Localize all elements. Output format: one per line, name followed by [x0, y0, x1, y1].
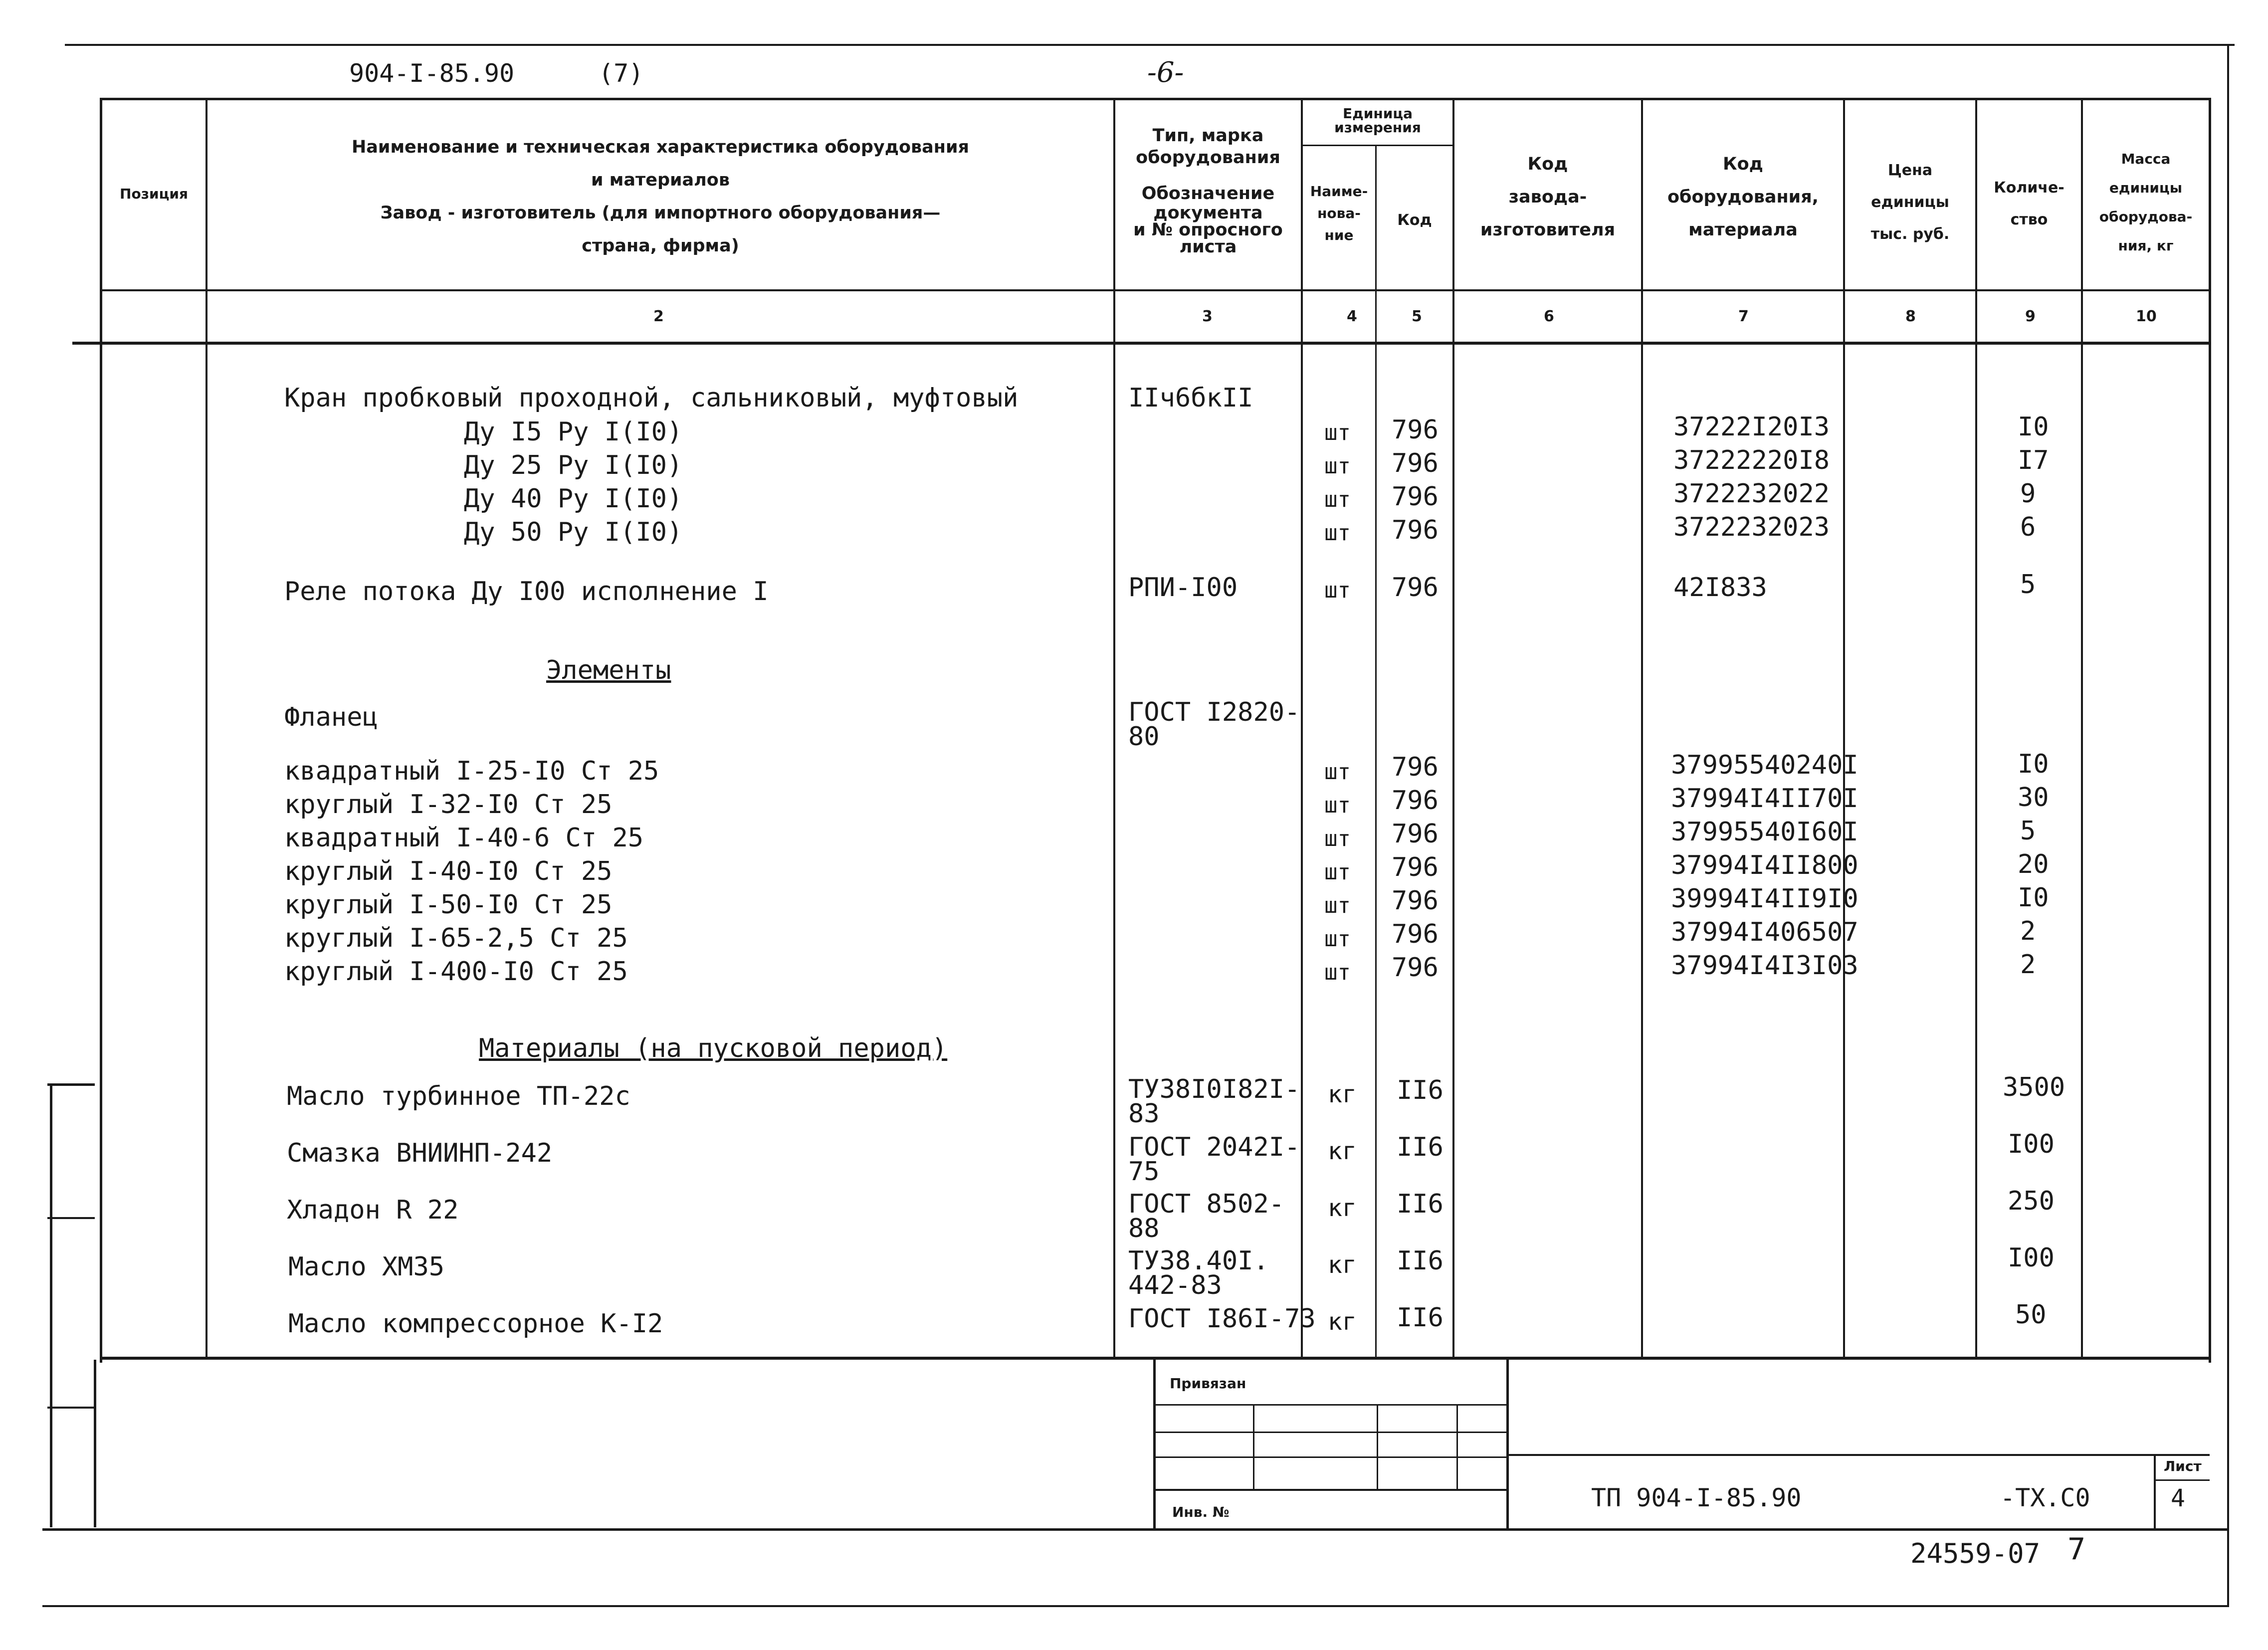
row-qty: 30 [2018, 783, 2049, 813]
row-code: 796 [1392, 919, 1439, 949]
row-unit: шт [1324, 520, 1351, 546]
row-name: Ду I5 Ру I(I0) [464, 417, 683, 447]
stamp-left [1153, 1360, 1156, 1528]
row-item-code: 37994I406507 [1671, 917, 1858, 947]
row-qty: 250 [2008, 1186, 2055, 1216]
row-name: круглый I-50-I0 Ст 25 [284, 890, 613, 920]
stamp-grid-h2 [1155, 1432, 1506, 1433]
row-name: Масло турбинное ТП-22с [287, 1081, 630, 1111]
page-number: -6- [1147, 56, 1184, 89]
row-type: IIч6бкII [1128, 383, 1253, 413]
stamp-grid-v2 [1377, 1404, 1378, 1489]
row-code: II6 [1397, 1303, 1443, 1333]
row-name: круглый I-32-I0 Ст 25 [284, 790, 613, 820]
col-line-1 [206, 98, 207, 1357]
row-code: 796 [1392, 515, 1439, 545]
col-line-5 [1452, 98, 1454, 1357]
header-item-code: Код оборудования, материала [1667, 154, 1819, 240]
margin-mark [47, 1217, 95, 1219]
row-code: 796 [1392, 415, 1439, 445]
table-right-border [2209, 98, 2211, 1363]
colnum-2: 2 [653, 308, 664, 325]
stamp-grid-h4 [1155, 1489, 1506, 1491]
margin-mark [47, 1083, 95, 1086]
row-unit: кг [1328, 1308, 1357, 1336]
col-line-6 [1641, 98, 1643, 1357]
row-unit: шт [1324, 578, 1351, 603]
variant-number: (7) [599, 59, 644, 88]
colnum-3: 3 [1202, 308, 1213, 325]
row-code: 796 [1392, 886, 1439, 916]
stamp-divider [1506, 1360, 1509, 1528]
row-code: 796 [1392, 819, 1439, 849]
row-item-code: 37222220I8 [1673, 445, 1830, 475]
row-qty: 50 [2015, 1300, 2047, 1330]
row-name: Ду 25 Ру I(I0) [464, 450, 683, 480]
section-heading: Элементы [546, 655, 671, 685]
row-item-code: 42I833 [1673, 573, 1767, 603]
row-qty: I0 [2018, 749, 2049, 779]
colnum-7: 7 [1738, 308, 1749, 325]
row-unit: шт [1324, 453, 1351, 479]
header-unit-name: Наиме- нова- ние [1310, 183, 1368, 243]
row-code: 796 [1392, 786, 1439, 816]
row-type: ГОСТ I86I-73 [1128, 1304, 1316, 1334]
row-code: 796 [1392, 852, 1439, 882]
row-qty: 6 [2020, 512, 2036, 542]
row-item-code: 37995540I60I [1671, 817, 1858, 847]
sheet-box-left [2154, 1454, 2156, 1529]
section-heading: Материалы (на пусковой период) [479, 1033, 948, 1063]
row-code: II6 [1397, 1132, 1443, 1162]
header-name: Наименование и техническая характеристика оборудования и материалов Завод - изготовитель (для импортного оборудования— страна, фирма) [352, 137, 969, 256]
row-code: II6 [1397, 1075, 1443, 1105]
row-name: Кран пробковый проходной, сальниковый, муфтовый [284, 383, 1019, 413]
row-item-code: 39994I4II9I0 [1671, 884, 1858, 914]
col-line-4 [1375, 145, 1377, 1357]
sheet-label: Лист [2164, 1458, 2202, 1474]
sheet-box-divider [2154, 1479, 2210, 1481]
margin-line [50, 1083, 52, 1527]
row-name: Смазка ВНИИНП-242 [287, 1138, 553, 1168]
frame-left-lower [94, 1360, 96, 1527]
stamp-grid-h3 [1155, 1456, 1506, 1458]
row-item-code: 3722232022 [1673, 479, 1830, 509]
header-unit-code: Код [1397, 211, 1432, 229]
row-item-code: 37995540240I [1671, 750, 1858, 780]
row-item-code: 37994I4II800 [1671, 850, 1858, 880]
lower-frame-line [42, 1528, 2229, 1531]
row-qty: 2 [2020, 916, 2036, 946]
row-qty: 5 [2020, 570, 2036, 600]
row-type: ТУ38I0I82I- 83 [1128, 1074, 1300, 1129]
row-name: круглый I-40-I0 Ст 25 [284, 856, 613, 886]
doc-number: 904-I-85.90 [349, 59, 515, 88]
row-name: Ду 40 Ру I(I0) [464, 484, 683, 514]
row-name: круглый I-65-2,5 Ст 25 [284, 923, 628, 953]
table-top-border [100, 98, 2210, 100]
row-name: Масло компрессорное К-I2 [288, 1309, 663, 1339]
stamp-grid-v1 [1253, 1404, 1254, 1489]
bottom-edge [42, 1605, 2229, 1607]
row-code: 796 [1392, 752, 1439, 782]
header-divider [100, 289, 2210, 291]
header-mass: Масса единицы оборудова- ния, кг [2099, 151, 2193, 254]
row-name: квадратный I-40-6 Ст 25 [284, 823, 644, 853]
col-line-8 [1975, 98, 1977, 1357]
row-item-code: 37994I4II70I [1671, 784, 1858, 814]
stamp-attached: Привязан [1170, 1375, 1246, 1392]
row-unit: шт [1324, 960, 1351, 985]
row-unit: шт [1324, 420, 1351, 445]
unit-subdivider [1301, 145, 1452, 146]
row-name: Ду 50 Ру I(I0) [464, 517, 683, 547]
col-line-3 [1301, 98, 1303, 1357]
row-qty: I00 [2008, 1129, 2055, 1159]
row-type: ГОСТ I2820- 80 [1128, 697, 1300, 752]
colnum-9: 9 [2025, 308, 2036, 325]
row-unit: кг [1328, 1137, 1357, 1165]
row-code: 796 [1392, 573, 1439, 603]
row-code: 796 [1392, 448, 1439, 478]
row-name: Хладон R 22 [287, 1195, 459, 1225]
row-name: Фланец [284, 702, 378, 732]
table-left-border [100, 98, 102, 1363]
row-unit: шт [1324, 793, 1351, 818]
colnum-4: 4 [1347, 308, 1357, 325]
row-qty: 9 [2020, 479, 2036, 509]
row-name: круглый I-400-I0 Ст 25 [284, 957, 628, 987]
col-line-9 [2081, 98, 2083, 1357]
row-name: Реле потока Ду I00 исполнение I [284, 577, 769, 607]
stamp-suffix: -ТХ.С0 [2000, 1483, 2090, 1512]
header-factory-code: Код завода- изготовителя [1480, 154, 1616, 240]
row-qty: 2 [2020, 950, 2036, 980]
header-position: Позиция [120, 186, 188, 202]
row-unit: кг [1328, 1251, 1357, 1279]
row-unit: кг [1328, 1194, 1357, 1222]
row-item-code: 37222I20I3 [1673, 412, 1830, 442]
row-unit: шт [1324, 859, 1351, 885]
stamp-inventory-no: Инв. № [1172, 1504, 1230, 1520]
row-unit: шт [1324, 487, 1351, 512]
row-item-code: 37994I4I3I03 [1671, 951, 1858, 981]
row-type: ГОСТ 8502- 88 [1128, 1189, 1285, 1244]
row-unit: шт [1324, 893, 1351, 918]
row-qty: I0 [2018, 883, 2049, 913]
stamp-grid-h1 [1155, 1404, 1506, 1406]
header-quantity: Количе- ство [1994, 179, 2064, 228]
colnum-10: 10 [2136, 308, 2157, 325]
margin-mark [47, 1407, 95, 1409]
row-qty: I7 [2018, 445, 2049, 475]
row-type: РПИ-I00 [1128, 573, 1238, 603]
row-code: II6 [1397, 1246, 1443, 1276]
row-unit: шт [1324, 759, 1351, 785]
row-name: Масло ХМ35 [288, 1252, 445, 1282]
colnum-6: 6 [1544, 308, 1554, 325]
row-unit: шт [1324, 926, 1351, 952]
sheet-number: 4 [2171, 1484, 2185, 1512]
col-line-2 [1113, 98, 1115, 1357]
row-type: ГОСТ 2042I- 75 [1128, 1132, 1300, 1187]
row-qty: I00 [2008, 1243, 2055, 1273]
row-unit: кг [1328, 1080, 1357, 1108]
row-item-code: 3722232023 [1673, 512, 1830, 542]
header-price: Цена единицы тыс. руб. [1870, 162, 1950, 243]
row-qty: 5 [2020, 816, 2036, 846]
row-code: 796 [1392, 953, 1439, 983]
colnum-divider [72, 342, 2211, 345]
row-code: II6 [1397, 1189, 1443, 1219]
row-qty: 20 [2018, 849, 2049, 879]
header-type: Тип, марка оборудования Обозначение документа и № опросного листа [1133, 126, 1283, 257]
archive-number: 7 [2067, 1532, 2086, 1567]
row-unit: шт [1324, 826, 1351, 851]
row-qty: 3500 [2003, 1072, 2065, 1102]
row-qty: I0 [2018, 412, 2049, 442]
row-name: квадратный I-25-I0 Ст 25 [284, 756, 659, 786]
header-unit: Единица измерения [1334, 105, 1421, 136]
stamp-title-divider [1508, 1454, 2210, 1456]
archive-code: 24559-07 [1910, 1538, 2041, 1569]
top-rule [65, 44, 2235, 46]
stamp-grid-v3 [1456, 1404, 1458, 1489]
col-line-7 [1843, 98, 1845, 1357]
row-type: ТУ38.40I. 442-83 [1128, 1246, 1269, 1301]
stamp-designation: ТП 904-I-85.90 [1591, 1483, 1802, 1512]
colnum-5: 5 [1412, 308, 1422, 325]
row-code: 796 [1392, 482, 1439, 512]
right-edge [2227, 44, 2229, 1605]
colnum-8: 8 [1905, 308, 1916, 325]
